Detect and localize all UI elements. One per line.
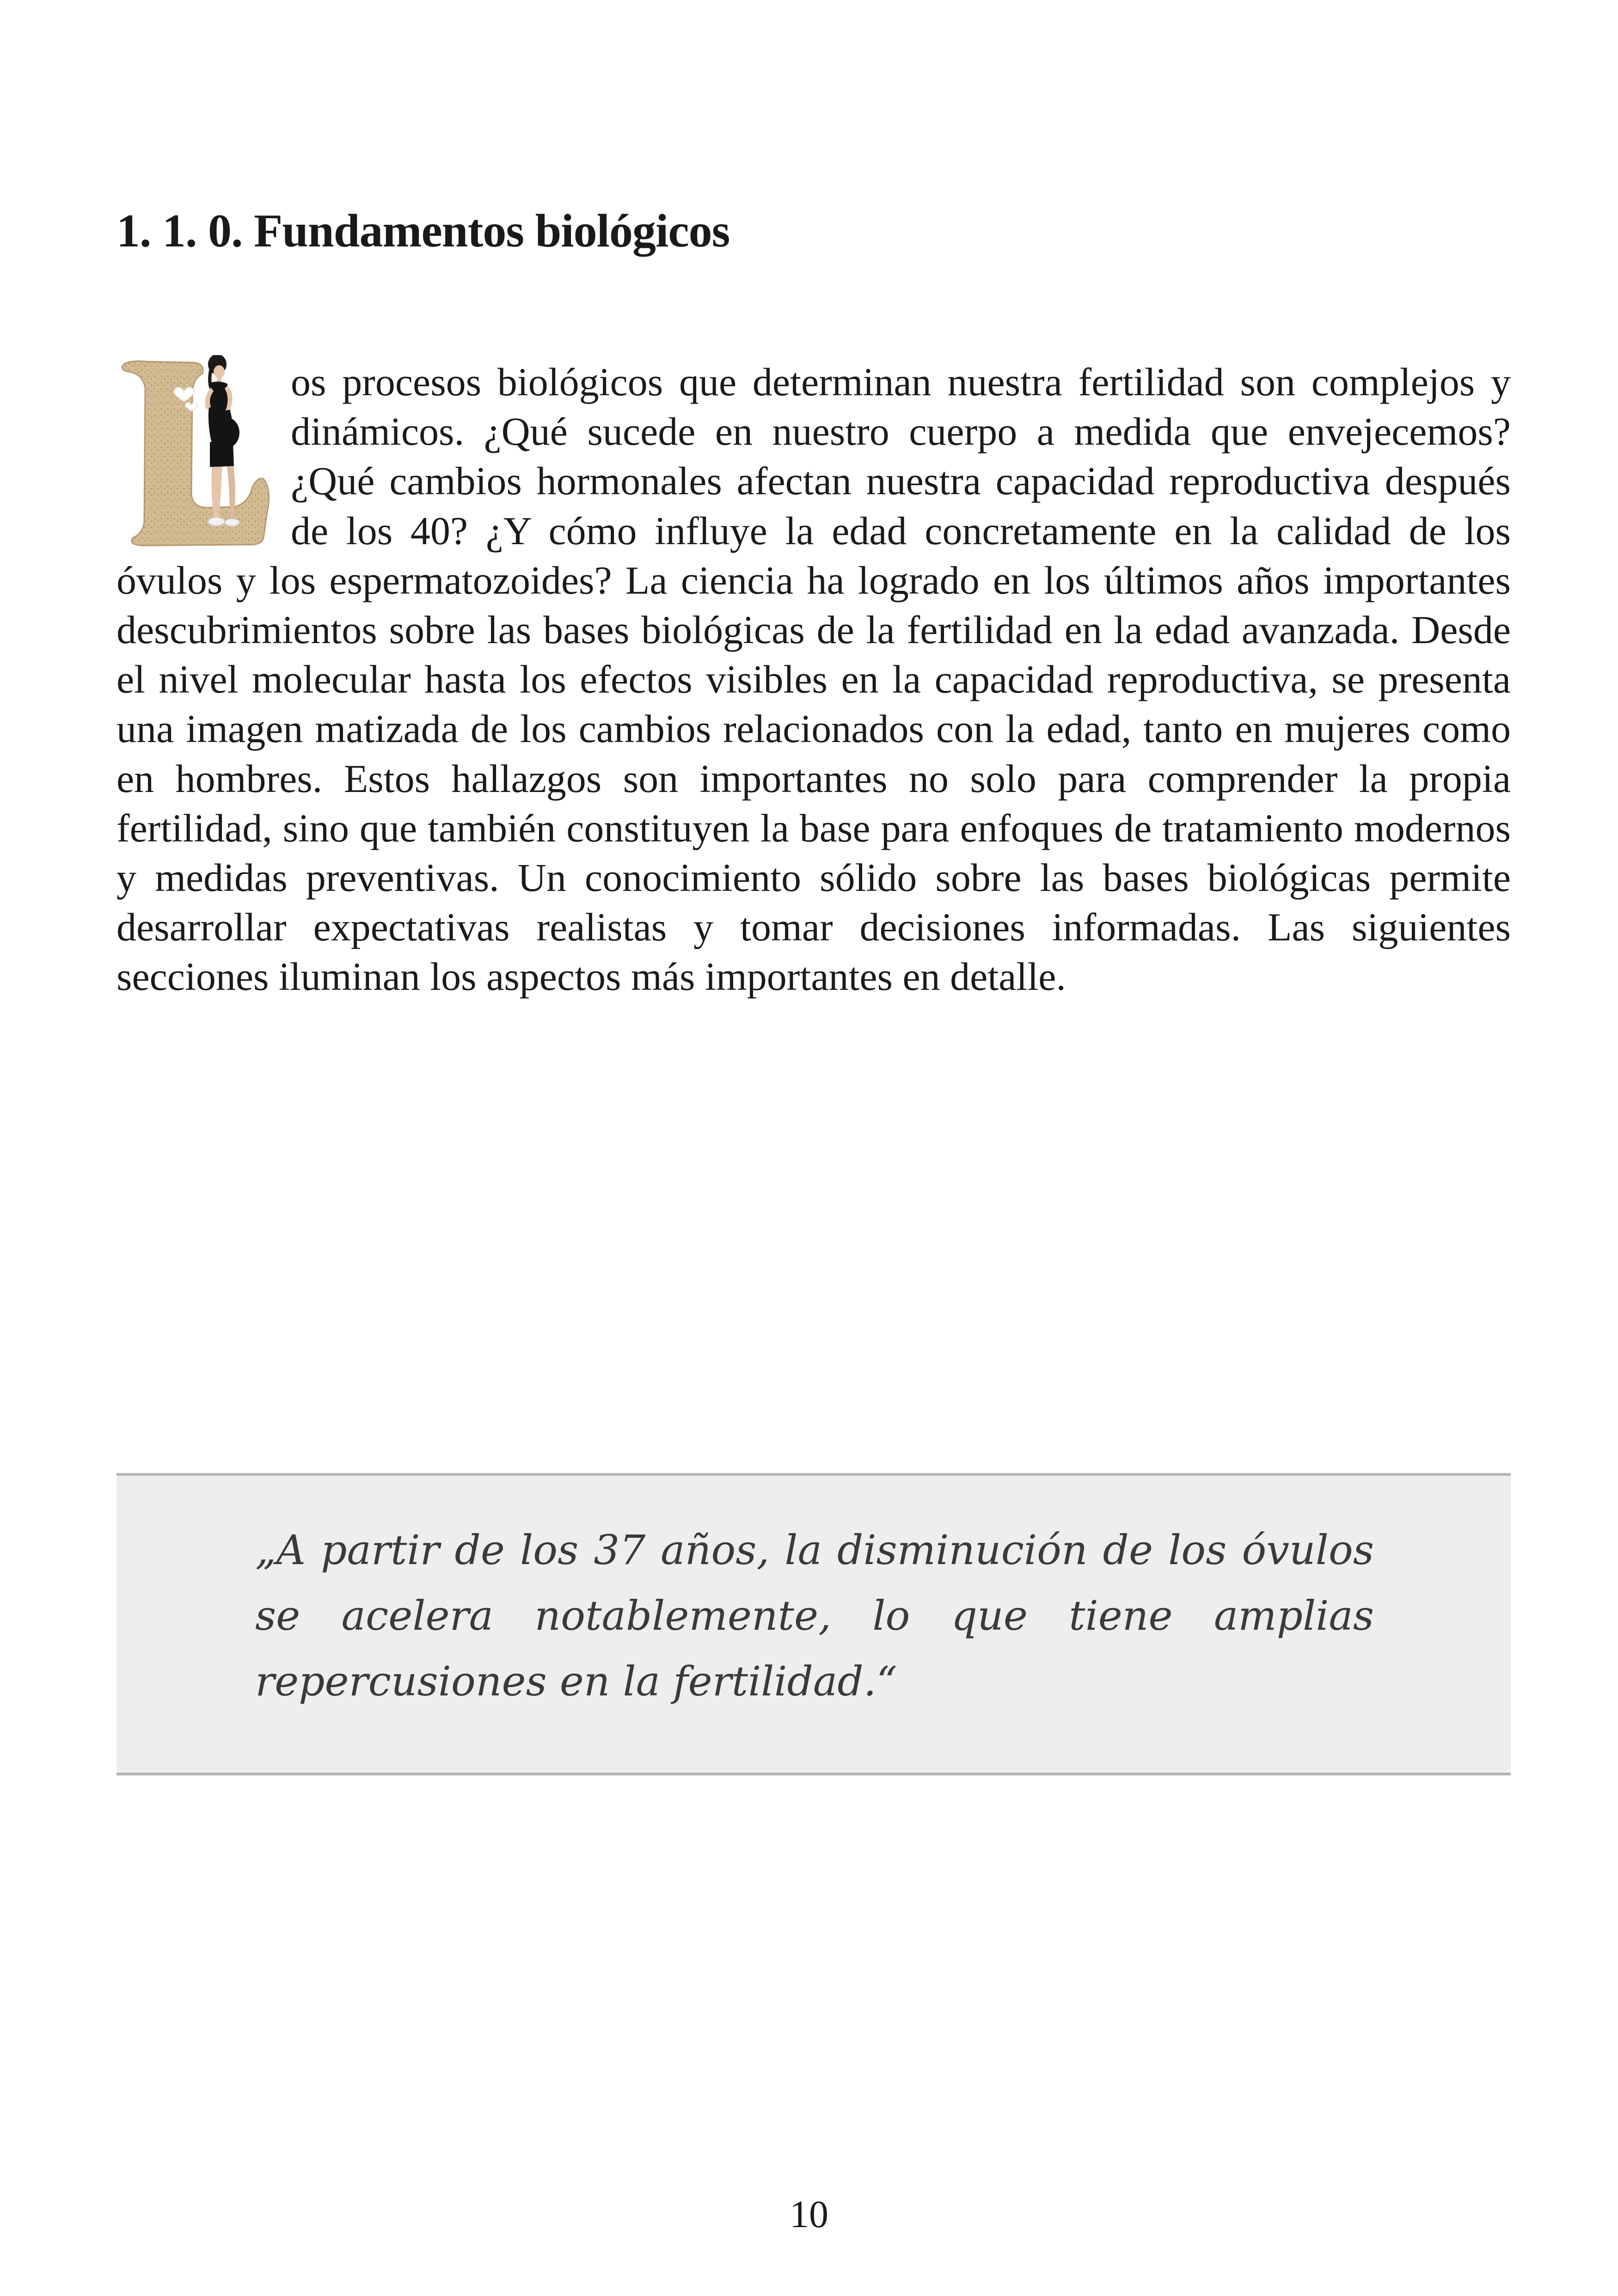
page-number: 10 [790, 2193, 828, 2236]
body-paragraph: os procesos biológicos que determinan nuestra fertilidad son complejos y dinámicos. ¿Qué sucede en nuestro cuerpo a medida que envejecemos? ¿Qué cambios hormonales afectan nuestra capacidad reproductiva después de los 40? ¿Y cómo influye la edad concretamente en la calidad de los óvulos y los espermatozoides? La ciencia ha logrado en los últimos años importantes descubrimientos sobre las bases biológicas de la fertilidad en la edad avanzada. Desde el nivel molecular hasta los efectos visibles en la capacidad reproductiva, se presenta una imagen matizada de los cambios relacionados con la edad, tanto en mujeres como en hombres. Estos hallazgos son importantes no solo para comprender la propia fertilidad, sino que también constituyen la base para enfoques de tratamiento modernos y medidas preventivas. Un conocimiento sólido sobre las bases biológicas permite desarrollar expectativas realistas y tomar decisiones informadas. Las siguientes secciones iluminan los aspectos más importantes en detalle. [116, 360, 1511, 999]
section-heading: 1. 1. 0. Fundamentos biológicos [116, 205, 730, 257]
body-text [116, 357, 1511, 1002]
pull-quote-text: „A partir de los 37 años, la disminución de los óvulos se acelera notablemente, lo que tiene amplias repercusiones en la fertilidad.“ [255, 1526, 1374, 1705]
pull-quote-box [116, 1473, 1511, 1775]
